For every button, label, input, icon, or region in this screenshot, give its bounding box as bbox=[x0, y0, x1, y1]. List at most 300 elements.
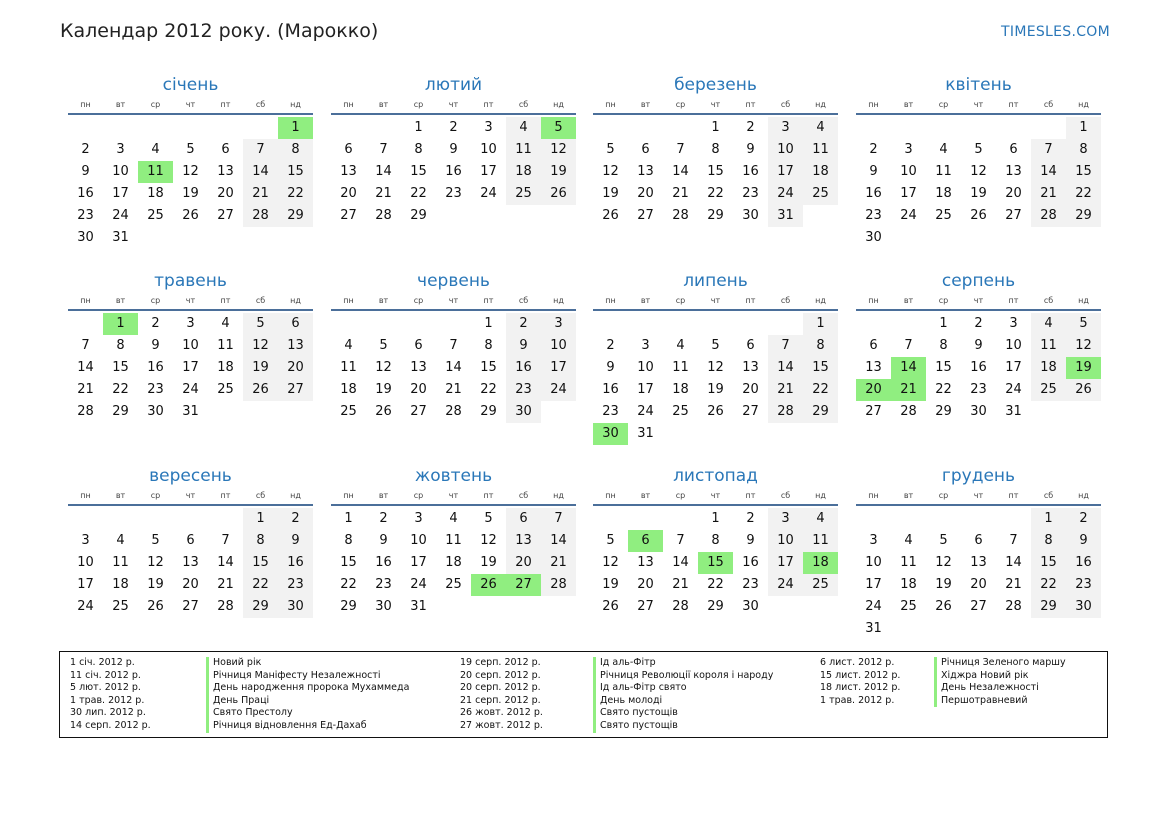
day-cell: 12 bbox=[970, 164, 987, 179]
day-cell: 24 bbox=[768, 574, 803, 596]
month-divider bbox=[593, 504, 838, 506]
day-cell: 3 bbox=[1009, 316, 1018, 331]
day-cell: 29 bbox=[707, 599, 724, 614]
empty-day-cell bbox=[663, 313, 698, 335]
day-cell: 25 bbox=[803, 183, 838, 205]
day-cell: 9 bbox=[151, 338, 160, 353]
day-cell: 10 bbox=[900, 164, 917, 179]
day-cell: 6 bbox=[746, 338, 755, 353]
weekday-label: нд bbox=[553, 100, 564, 109]
weekday-label: вт bbox=[640, 491, 651, 500]
legend-date: 1 січ. 2012 р. bbox=[70, 657, 135, 668]
month-divider bbox=[856, 504, 1101, 506]
weekday-header bbox=[856, 489, 1101, 503]
day-cell: 24 bbox=[480, 186, 497, 201]
month-8 bbox=[856, 270, 1101, 423]
day-cell: 27 bbox=[340, 208, 357, 223]
day-cell: 10 bbox=[77, 555, 94, 570]
day-cell: 25 bbox=[1031, 379, 1066, 401]
day-cell: 13 bbox=[742, 360, 759, 375]
weekday-label: пт bbox=[745, 491, 756, 500]
day-cell: 30 bbox=[147, 404, 164, 419]
weekday-label: чт bbox=[448, 491, 459, 500]
day-cell: 14 bbox=[375, 164, 392, 179]
month-7 bbox=[593, 270, 838, 445]
day-cell: 4 bbox=[1031, 313, 1066, 335]
weekday-label: нд bbox=[1078, 491, 1089, 500]
day-cell: 26 bbox=[602, 599, 619, 614]
day-cell: 14 bbox=[77, 360, 94, 375]
weekday-label: нд bbox=[815, 491, 826, 500]
empty-day-cell bbox=[996, 117, 1031, 139]
weekday-label: ср bbox=[150, 296, 161, 305]
weekday-label: нд bbox=[553, 491, 564, 500]
day-cell: 22 bbox=[243, 574, 278, 596]
day-cell: 1 bbox=[939, 316, 948, 331]
day-cell: 31 bbox=[637, 426, 654, 441]
day-cell: 16 bbox=[77, 186, 94, 201]
day-cell: 9 bbox=[81, 164, 90, 179]
empty-day-cell bbox=[68, 313, 103, 335]
day-cell: 26 bbox=[147, 599, 164, 614]
holiday-legend bbox=[59, 651, 1108, 738]
legend-holiday-names bbox=[206, 657, 409, 733]
day-cell: 10 bbox=[1005, 338, 1022, 353]
day-cell: 23 bbox=[375, 577, 392, 592]
day-cell: 20 bbox=[637, 186, 654, 201]
day-cell: 29 bbox=[707, 208, 724, 223]
weekday-label: пт bbox=[1008, 491, 1019, 500]
day-cell: 19 bbox=[707, 382, 724, 397]
day-cell: 6 bbox=[506, 508, 541, 530]
weekday-label: пн bbox=[868, 100, 879, 109]
day-cell: 30 bbox=[375, 599, 392, 614]
days-grid bbox=[856, 313, 1101, 423]
weekday-label: нд bbox=[553, 296, 564, 305]
day-cell: 31 bbox=[182, 404, 199, 419]
day-cell: 23 bbox=[147, 382, 164, 397]
days-grid bbox=[593, 117, 838, 227]
day-cell: 11 bbox=[340, 360, 357, 375]
day-cell: 8 bbox=[1066, 139, 1101, 161]
day-cell: 13 bbox=[637, 164, 654, 179]
legend-date: 14 серп. 2012 р. bbox=[70, 719, 151, 731]
day-cell: 7 bbox=[379, 142, 388, 157]
day-cell: 2 bbox=[278, 508, 313, 530]
day-cell: 18 bbox=[506, 161, 541, 183]
day-cell: 9 bbox=[449, 142, 458, 157]
day-cell: 27 bbox=[217, 208, 234, 223]
weekday-label: нд bbox=[815, 100, 826, 109]
weekday-header bbox=[331, 294, 576, 308]
weekday-label: пт bbox=[220, 296, 231, 305]
day-cell: 21 bbox=[1031, 183, 1066, 205]
day-cell: 7 bbox=[676, 533, 685, 548]
day-cell: 4 bbox=[506, 117, 541, 139]
page-title: Календар 2012 року. (Марокко) bbox=[60, 20, 379, 42]
day-cell: 29 bbox=[112, 404, 129, 419]
day-cell: 29 bbox=[410, 208, 427, 223]
day-cell: 9 bbox=[746, 533, 755, 548]
day-cell: 26 bbox=[1066, 379, 1101, 401]
day-cell: 4 bbox=[221, 316, 230, 331]
days-grid bbox=[856, 117, 1101, 249]
day-cell: 1 bbox=[414, 120, 423, 135]
day-cell: 27 bbox=[865, 404, 882, 419]
day-cell: 18 bbox=[217, 360, 234, 375]
month-1 bbox=[68, 74, 313, 249]
day-cell: 21 bbox=[541, 552, 576, 574]
day-cell: 9 bbox=[869, 164, 878, 179]
day-cell: 11 bbox=[935, 164, 952, 179]
days-grid bbox=[68, 508, 313, 618]
day-cell: 19 bbox=[935, 577, 952, 592]
day-cell: 16 bbox=[742, 164, 759, 179]
day-cell: 16 bbox=[506, 357, 541, 379]
day-cell: 23 bbox=[77, 208, 94, 223]
day-cell: 26 bbox=[375, 404, 392, 419]
weekday-label: пн bbox=[343, 491, 354, 500]
weekday-label: нд bbox=[290, 100, 301, 109]
legend-date: 19 серп. 2012 р. bbox=[460, 657, 541, 668]
weekday-label: ср bbox=[938, 491, 949, 500]
month-name: лютий bbox=[424, 75, 483, 95]
day-cell: 25 bbox=[672, 404, 689, 419]
month-divider bbox=[593, 113, 838, 115]
weekday-label: чт bbox=[185, 100, 196, 109]
day-cell: 19 bbox=[375, 382, 392, 397]
weekday-label: нд bbox=[1078, 296, 1089, 305]
day-cell: 12 bbox=[935, 555, 952, 570]
day-cell: 15 bbox=[278, 161, 313, 183]
empty-day-cell bbox=[856, 508, 891, 530]
legend-date: 27 жовт. 2012 р. bbox=[460, 719, 543, 731]
legend-holiday-name: Свято пустощів bbox=[600, 719, 678, 731]
weekday-label: чт bbox=[973, 100, 984, 109]
day-cell: 28 bbox=[672, 208, 689, 223]
empty-day-cell bbox=[856, 313, 891, 335]
legend-date: 6 лист. 2012 р. bbox=[820, 657, 895, 668]
day-cell: 2 bbox=[151, 316, 160, 331]
weekday-label: ср bbox=[150, 100, 161, 109]
day-cell: 5 bbox=[186, 142, 195, 157]
day-cell: 13 bbox=[410, 360, 427, 375]
weekday-label: ср bbox=[413, 491, 424, 500]
day-cell: 1 bbox=[711, 120, 720, 135]
weekday-label: пт bbox=[483, 491, 494, 500]
day-cell: 16 bbox=[278, 552, 313, 574]
days-grid bbox=[68, 313, 313, 423]
weekday-label: пн bbox=[343, 296, 354, 305]
empty-day-cell bbox=[173, 117, 208, 139]
day-cell: 3 bbox=[414, 511, 423, 526]
day-cell: 20 bbox=[970, 577, 987, 592]
day-cell: 27 bbox=[182, 599, 199, 614]
empty-day-cell bbox=[663, 117, 698, 139]
day-cell: 28 bbox=[217, 599, 234, 614]
empty-day-cell bbox=[208, 117, 243, 139]
day-cell: 27 bbox=[970, 599, 987, 614]
day-cell: 3 bbox=[904, 142, 913, 157]
day-cell: 11 bbox=[1031, 335, 1066, 357]
day-cell: 5 bbox=[1066, 313, 1101, 335]
empty-day-cell bbox=[891, 508, 926, 530]
day-cell: 8 bbox=[711, 533, 720, 548]
day-cell: 26 bbox=[970, 208, 987, 223]
day-cell: 9 bbox=[746, 142, 755, 157]
empty-day-cell bbox=[401, 313, 436, 335]
day-cell: 7 bbox=[81, 338, 90, 353]
empty-day-cell bbox=[961, 508, 996, 530]
day-cell: 2 bbox=[81, 142, 90, 157]
weekday-label: пн bbox=[605, 296, 616, 305]
day-cell: 10 bbox=[865, 555, 882, 570]
day-cell: 6 bbox=[869, 338, 878, 353]
holiday-day-cell: 6 bbox=[628, 530, 663, 552]
empty-day-cell bbox=[593, 117, 628, 139]
weekday-label: вт bbox=[378, 296, 389, 305]
day-cell: 7 bbox=[243, 139, 278, 161]
day-cell: 11 bbox=[445, 533, 462, 548]
weekday-label: сб bbox=[780, 296, 791, 305]
month-divider bbox=[331, 504, 576, 506]
day-cell: 17 bbox=[637, 382, 654, 397]
day-cell: 21 bbox=[77, 382, 94, 397]
legend-holiday-name: Річниця Зеленого маршу bbox=[941, 657, 1066, 668]
month-4 bbox=[856, 74, 1101, 249]
weekday-label: чт bbox=[710, 296, 721, 305]
legend-date: 26 жовт. 2012 р. bbox=[460, 707, 543, 719]
day-cell: 5 bbox=[484, 511, 493, 526]
days-grid bbox=[331, 508, 576, 618]
day-cell: 12 bbox=[147, 555, 164, 570]
empty-day-cell bbox=[593, 508, 628, 530]
day-cell: 20 bbox=[217, 186, 234, 201]
legend-holiday-name: День Праці bbox=[213, 694, 270, 706]
legend-dates bbox=[460, 657, 543, 733]
day-cell: 31 bbox=[1005, 404, 1022, 419]
day-cell: 23 bbox=[506, 379, 541, 401]
day-cell: 18 bbox=[445, 555, 462, 570]
day-cell: 28 bbox=[672, 599, 689, 614]
day-cell: 27 bbox=[278, 379, 313, 401]
holiday-day-cell: 15 bbox=[698, 552, 733, 574]
brand-link[interactable]: TIMESLES.COM bbox=[1001, 24, 1110, 40]
day-cell: 15 bbox=[243, 552, 278, 574]
month-name: вересень bbox=[149, 466, 232, 486]
day-cell: 14 bbox=[217, 555, 234, 570]
day-cell: 10 bbox=[112, 164, 129, 179]
day-cell: 15 bbox=[480, 360, 497, 375]
day-cell: 5 bbox=[151, 533, 160, 548]
weekday-label: сб bbox=[518, 296, 529, 305]
day-cell: 16 bbox=[742, 555, 759, 570]
legend-date: 15 лист. 2012 р. bbox=[820, 669, 901, 681]
day-cell: 11 bbox=[900, 555, 917, 570]
day-cell: 7 bbox=[1009, 533, 1018, 548]
day-cell: 3 bbox=[186, 316, 195, 331]
weekday-header bbox=[331, 98, 576, 112]
empty-day-cell bbox=[891, 313, 926, 335]
day-cell: 20 bbox=[410, 382, 427, 397]
empty-day-cell bbox=[68, 117, 103, 139]
month-5 bbox=[68, 270, 313, 423]
day-cell: 6 bbox=[1009, 142, 1018, 157]
day-cell: 20 bbox=[506, 552, 541, 574]
weekday-label: вт bbox=[378, 491, 389, 500]
day-cell: 16 bbox=[375, 555, 392, 570]
day-cell: 14 bbox=[1031, 161, 1066, 183]
weekday-header bbox=[856, 294, 1101, 308]
legend-holiday-names bbox=[934, 657, 1066, 707]
day-cell: 27 bbox=[637, 208, 654, 223]
day-cell: 7 bbox=[221, 533, 230, 548]
day-cell: 28 bbox=[1031, 205, 1066, 227]
day-cell: 25 bbox=[147, 208, 164, 223]
day-cell: 17 bbox=[768, 161, 803, 183]
empty-day-cell bbox=[926, 117, 961, 139]
legend-dates bbox=[820, 657, 900, 707]
weekday-label: пт bbox=[745, 100, 756, 109]
weekday-label: пн bbox=[605, 491, 616, 500]
day-cell: 29 bbox=[278, 205, 313, 227]
empty-day-cell bbox=[366, 117, 401, 139]
legend-holiday-names bbox=[593, 657, 773, 733]
day-cell: 9 bbox=[379, 533, 388, 548]
day-cell: 17 bbox=[182, 360, 199, 375]
legend-holiday-name: Новий рік bbox=[213, 657, 262, 668]
day-cell: 3 bbox=[869, 533, 878, 548]
day-cell: 6 bbox=[186, 533, 195, 548]
day-cell: 12 bbox=[541, 139, 576, 161]
day-cell: 19 bbox=[970, 186, 987, 201]
holiday-day-cell: 20 bbox=[856, 379, 891, 401]
day-cell: 15 bbox=[803, 357, 838, 379]
legend-holiday-name: Річниця Маніфесту Незалежності bbox=[213, 669, 381, 681]
day-cell: 8 bbox=[243, 530, 278, 552]
day-cell: 10 bbox=[541, 335, 576, 357]
weekday-label: пт bbox=[1008, 296, 1019, 305]
day-cell: 4 bbox=[151, 142, 160, 157]
weekday-header bbox=[331, 489, 576, 503]
day-cell: 14 bbox=[672, 555, 689, 570]
weekday-label: вт bbox=[903, 491, 914, 500]
weekday-label: вт bbox=[115, 491, 126, 500]
day-cell: 15 bbox=[707, 164, 724, 179]
holiday-day-cell: 21 bbox=[891, 379, 926, 401]
holiday-day-cell: 14 bbox=[891, 357, 926, 379]
day-cell: 31 bbox=[865, 621, 882, 636]
month-name: березень bbox=[674, 75, 757, 95]
day-cell: 6 bbox=[641, 142, 650, 157]
empty-day-cell bbox=[733, 313, 768, 335]
day-cell: 26 bbox=[707, 404, 724, 419]
day-cell: 11 bbox=[112, 555, 129, 570]
day-cell: 10 bbox=[768, 530, 803, 552]
legend-date: 21 серп. 2012 р. bbox=[460, 694, 541, 706]
day-cell: 30 bbox=[77, 230, 94, 245]
empty-day-cell bbox=[961, 117, 996, 139]
month-name: серпень bbox=[941, 271, 1016, 291]
day-cell: 22 bbox=[112, 382, 129, 397]
days-grid bbox=[68, 117, 313, 249]
day-cell: 23 bbox=[742, 186, 759, 201]
holiday-day-cell: 30 bbox=[593, 423, 628, 445]
empty-day-cell bbox=[891, 117, 926, 139]
day-cell: 25 bbox=[445, 577, 462, 592]
empty-day-cell bbox=[1031, 117, 1066, 139]
legend-date: 11 січ. 2012 р. bbox=[70, 669, 141, 681]
weekday-label: сб bbox=[518, 100, 529, 109]
legend-holiday-name: Свято пустощів bbox=[600, 707, 678, 719]
day-cell: 3 bbox=[768, 117, 803, 139]
weekday-label: вт bbox=[903, 296, 914, 305]
legend-date: 5 лют. 2012 р. bbox=[70, 682, 141, 694]
day-cell: 5 bbox=[379, 338, 388, 353]
day-cell: 14 bbox=[243, 161, 278, 183]
weekday-label: пт bbox=[220, 491, 231, 500]
day-cell: 20 bbox=[637, 577, 654, 592]
weekday-label: нд bbox=[290, 491, 301, 500]
day-cell: 7 bbox=[676, 142, 685, 157]
day-cell: 15 bbox=[1066, 161, 1101, 183]
day-cell: 1 bbox=[803, 313, 838, 335]
holiday-day-cell: 1 bbox=[278, 117, 313, 139]
day-cell: 22 bbox=[707, 577, 724, 592]
month-name: квітень bbox=[945, 75, 1012, 95]
day-cell: 21 bbox=[672, 577, 689, 592]
weekday-label: вт bbox=[903, 100, 914, 109]
day-cell: 24 bbox=[865, 599, 882, 614]
day-cell: 18 bbox=[672, 382, 689, 397]
day-cell: 5 bbox=[974, 142, 983, 157]
day-cell: 9 bbox=[974, 338, 983, 353]
day-cell: 26 bbox=[602, 208, 619, 223]
weekday-label: пн bbox=[80, 100, 91, 109]
day-cell: 21 bbox=[445, 382, 462, 397]
holiday-day-cell: 5 bbox=[541, 117, 576, 139]
day-cell: 30 bbox=[278, 596, 313, 618]
month-divider bbox=[68, 113, 313, 115]
weekday-label: сб bbox=[255, 491, 266, 500]
weekday-label: чт bbox=[448, 296, 459, 305]
day-cell: 8 bbox=[1031, 530, 1066, 552]
day-cell: 28 bbox=[1005, 599, 1022, 614]
day-cell: 13 bbox=[506, 530, 541, 552]
day-cell: 14 bbox=[541, 530, 576, 552]
weekday-label: сб bbox=[1043, 491, 1054, 500]
day-cell: 24 bbox=[768, 183, 803, 205]
day-cell: 20 bbox=[1005, 186, 1022, 201]
day-cell: 1 bbox=[243, 508, 278, 530]
days-grid bbox=[331, 117, 576, 227]
day-cell: 30 bbox=[865, 230, 882, 245]
day-cell: 24 bbox=[77, 599, 94, 614]
day-cell: 14 bbox=[768, 357, 803, 379]
day-cell: 24 bbox=[410, 577, 427, 592]
day-cell: 23 bbox=[602, 404, 619, 419]
weekday-label: сб bbox=[780, 100, 791, 109]
day-cell: 22 bbox=[803, 379, 838, 401]
weekday-header bbox=[856, 98, 1101, 112]
day-cell: 30 bbox=[1066, 596, 1101, 618]
day-cell: 19 bbox=[602, 186, 619, 201]
empty-day-cell bbox=[628, 508, 663, 530]
weekday-label: ср bbox=[150, 491, 161, 500]
day-cell: 8 bbox=[344, 533, 353, 548]
month-3 bbox=[593, 74, 838, 227]
day-cell: 6 bbox=[278, 313, 313, 335]
